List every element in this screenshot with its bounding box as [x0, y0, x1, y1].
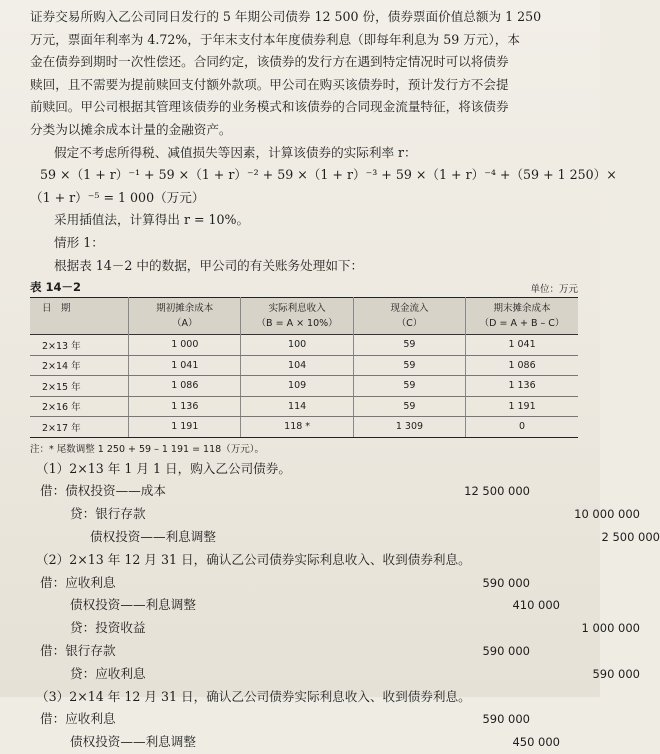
value-cell: 0: [466, 417, 578, 438]
value-cell: 1 309: [353, 417, 465, 438]
value-cell: 1 041: [466, 335, 578, 356]
paragraph-line: 赎回，且不需要为提前赎回支付额外款项。甲公司在购买该债券时，预计发行方不会提: [30, 76, 509, 92]
table-header-cell: [241, 298, 353, 335]
journal-entry: [30, 640, 578, 663]
header-label: 实际利息收入: [268, 303, 326, 315]
header-label: 期初摊余成本: [156, 303, 214, 315]
value-cell: 59: [353, 355, 465, 376]
entry-debit: [480, 503, 560, 526]
paragraph-line: 分类为以摊余成本计量的金融资产。: [30, 121, 232, 137]
value-cell: 1 041: [129, 355, 241, 376]
entry-credit: [530, 572, 610, 595]
table-note: 注：* 尾数调整 1 250 + 59 – 1 191 = 118（万元）。: [30, 443, 264, 455]
table-header-cell: [129, 298, 241, 335]
entry-account: 债权投资——利息调整: [70, 597, 196, 613]
value-cell: 1 191: [129, 417, 241, 438]
interpolation-line: 采用插值法，计算得出 r = 10%。: [54, 212, 250, 228]
header-formula: [42, 316, 126, 331]
entry-account: 贷：银行存款: [70, 506, 146, 522]
entry-account: 借：债权投资——成本: [40, 483, 166, 499]
entry-debit: 12 500 000: [464, 484, 530, 499]
journal-section-title: （3）2×14 年 12 月 31 日，确认乙公司债券实际利息收入、收到债券利息。: [36, 688, 471, 704]
entry-credit: [530, 708, 610, 731]
entry-account: 借：应收利息: [40, 574, 116, 590]
journal-entry: [30, 594, 578, 617]
table-row: [30, 396, 578, 417]
intro-paragraph: [30, 6, 578, 142]
journal-entry: [30, 572, 578, 595]
value-cell: 118 *: [241, 417, 353, 438]
value-cell: 1 191: [466, 396, 578, 417]
year-cell: 2×14 年: [30, 355, 129, 376]
paragraph-line: 金在债券到期时一次性偿还。合同约定，该债券的发行方在遇到特定情况时可以将债券: [30, 54, 509, 70]
journal-sections: [30, 458, 660, 754]
year-cell: 2×15 年: [30, 376, 129, 397]
journal-entry: [30, 617, 640, 640]
paragraph-line: 万元，票面年利率为 4.72%，于年末支付本年度债券利息（即每年利息为 59 万元），本: [30, 31, 520, 47]
entry-debit: [480, 663, 560, 686]
value-cell: 114: [241, 396, 353, 417]
entry-credit: [530, 640, 610, 663]
journal-entry: [30, 663, 640, 686]
entry-credit: [530, 480, 610, 503]
year-cell: 2×13 年: [30, 335, 129, 356]
journal-section-title: （1）2×13 年 1 月 1 日，购入乙公司债券。: [36, 460, 291, 476]
table-unit: 单位：万元: [530, 284, 578, 296]
entry-account: 贷：应收利息: [70, 665, 146, 681]
entry-account: 借：银行存款: [40, 643, 116, 658]
entry-debit: 590 000: [482, 712, 530, 727]
header-label: 现金流入: [390, 303, 429, 315]
table-row: [30, 335, 578, 356]
entry-credit: 2 500 000: [601, 530, 660, 545]
formula-line-1: 59 ×（1 + r）⁻¹ + 59 ×（1 + r）⁻² + 59 ×（1 + r）⁻³ + 59 ×（1 + r）⁻⁴ +（59 + 1 250）×: [40, 167, 617, 183]
value-cell: 59: [353, 335, 465, 356]
table-body: [30, 335, 578, 438]
header-formula: （B = A × 10%）: [256, 318, 338, 330]
value-cell: 1 086: [466, 355, 578, 376]
header-formula: （A）: [172, 318, 198, 330]
table-row: [30, 417, 578, 438]
entry-debit: [500, 526, 580, 549]
entry-account: 债权投资——利息调整: [90, 529, 216, 545]
formula-line-2: （1 + r）⁻⁵ = 1 000（万元）: [30, 189, 205, 205]
entry-debit: 450 000: [512, 735, 560, 750]
table-header-cell: [466, 298, 578, 335]
table-header-cell: [30, 298, 129, 335]
case-heading: 情形 1：: [54, 234, 104, 250]
table-caption: [30, 279, 578, 295]
entry-debit: 590 000: [482, 644, 530, 658]
journal-entry: [30, 731, 578, 754]
table-row: [30, 376, 578, 397]
value-cell: 1 136: [129, 396, 241, 417]
header-formula: （D = A + B – C）: [479, 318, 565, 330]
year-cell: 2×17 年: [30, 417, 129, 438]
value-cell: 104: [241, 355, 353, 376]
value-cell: 59: [353, 396, 465, 417]
entry-debit: [480, 617, 560, 640]
table-header-row: [30, 298, 578, 335]
journal-entry: [30, 526, 660, 549]
value-cell: 59: [353, 376, 465, 397]
journal-entry: [30, 708, 578, 731]
journal-entry: [30, 503, 640, 526]
entry-debit: 590 000: [482, 575, 530, 590]
year-cell: 2×16 年: [30, 396, 129, 417]
value-cell: 100: [241, 335, 353, 356]
table-header-cell: [353, 298, 465, 335]
paragraph-line: 前赎回。甲公司根据其管理该债券的业务模式和该债券的合同现金流量特征，将该债券: [30, 99, 509, 115]
value-cell: 1 136: [466, 376, 578, 397]
table-row: [30, 355, 578, 376]
amortization-table: [30, 297, 578, 438]
entry-credit: [560, 594, 640, 617]
entry-account: 债权投资——利息调整: [70, 734, 196, 750]
entry-credit: 1 000 000: [581, 621, 640, 636]
entry-credit: [560, 731, 640, 754]
table-intro: 根据表 14－2 中的数据，甲公司的有关账务处理如下：: [54, 257, 364, 273]
assumption-line: 假定不考虑所得税、减值损失等因素，计算该债券的实际利率 r：: [54, 144, 417, 160]
paragraph-line: 证券交易所购入乙公司同日发行的 5 年期公司债券 12 500 份，债券票面价值总额为 1 250: [30, 9, 542, 24]
journal-section-title: （2）2×13 年 12 月 31 日，确认乙公司债券实际利息收入、收到债券利息。: [36, 551, 471, 567]
header-label: 期末摊余成本: [493, 303, 551, 315]
entry-account: 借：应收利息: [40, 711, 116, 727]
value-cell: 1 086: [129, 376, 241, 397]
table-title: 表 14－2: [30, 280, 82, 295]
entry-debit: 410 000: [512, 598, 560, 613]
value-cell: 109: [241, 376, 353, 397]
value-cell: 1 000: [129, 335, 241, 356]
entry-account: 贷：投资收益: [70, 620, 146, 636]
header-formula: （C）: [396, 318, 423, 330]
header-label: 日 期: [42, 303, 71, 315]
journal-entry: [30, 480, 578, 503]
entry-credit: 590 000: [592, 666, 640, 681]
entry-credit: 10 000 000: [574, 507, 640, 522]
